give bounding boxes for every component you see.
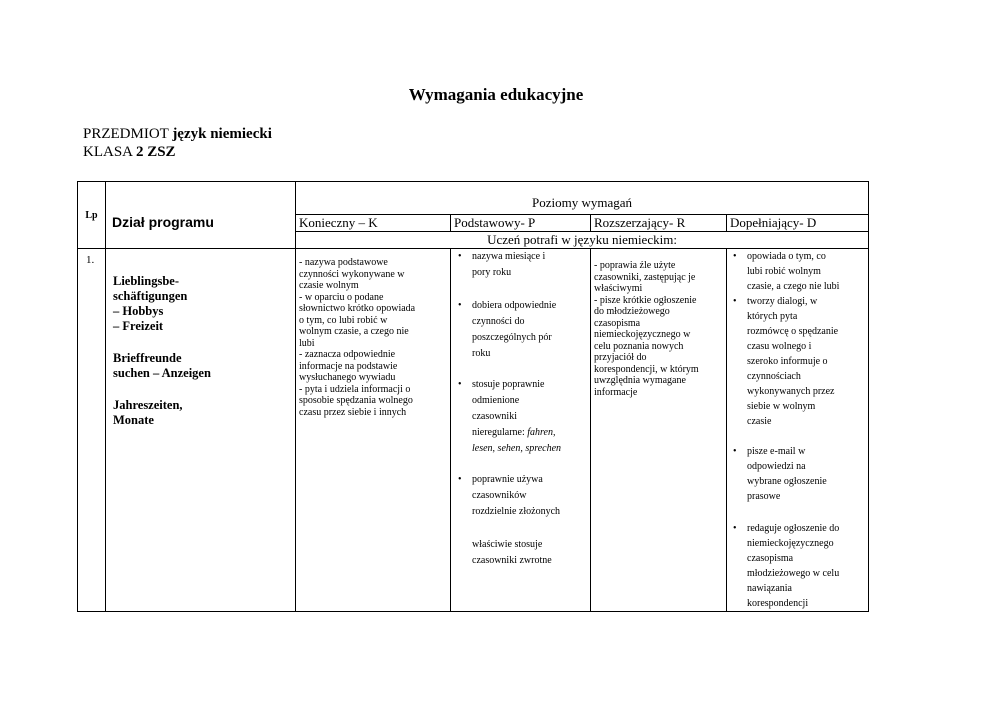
d-line: prasowe xyxy=(747,491,781,502)
d-list xyxy=(729,249,865,611)
section-text: Jahreszeiten, xyxy=(113,398,183,412)
level-k-header: Konieczny – K xyxy=(296,215,451,232)
d-line: niemieckojęzycznego xyxy=(747,538,834,549)
level-r-header: Rozszerzający- R xyxy=(591,215,727,232)
p-line: odmienione xyxy=(472,395,520,406)
lp-header: Lp xyxy=(78,182,106,249)
d-line: czynnościach xyxy=(747,371,801,382)
r-line: czasowniki, zastępując je xyxy=(594,271,696,283)
r-line: przyjaciół do xyxy=(594,352,647,363)
p-line: czynności do xyxy=(472,316,525,327)
p-line: rozdzielnie złożonych xyxy=(472,506,561,517)
d-line: redaguje ogłoszenie do xyxy=(747,523,840,534)
level-r-cell xyxy=(591,249,727,612)
k-line: - pyta i udziela informacji o xyxy=(299,383,411,395)
d-line: opowiada o tym, co xyxy=(747,251,826,262)
section-cell xyxy=(106,249,296,612)
d-line: czasopisma xyxy=(747,553,794,564)
section-text: – Freizeit xyxy=(113,319,164,333)
k-line: czynności wykonywane w xyxy=(299,268,405,280)
subject-label: PRZEDMIOT xyxy=(83,126,169,142)
d-line: których pyta xyxy=(747,311,798,322)
d-line: czasie xyxy=(747,416,772,427)
d-line: wykonywanych przez xyxy=(747,386,835,397)
k-line: czasie wolnym xyxy=(299,280,359,291)
level-k-cell xyxy=(296,249,451,612)
level-p-header: Podstawowy- P xyxy=(451,215,591,232)
d-line: szeroko informuje o xyxy=(747,356,828,367)
p-line: czasowniki zwrotne xyxy=(472,555,552,566)
header-row-1 xyxy=(78,182,869,215)
list-item xyxy=(454,472,587,520)
levels-header: Poziomy wymagań xyxy=(296,182,869,215)
section-header: Dział programu xyxy=(106,182,296,249)
k-line: słownictwo krótko opowiada xyxy=(299,303,416,314)
level-d-cell xyxy=(727,249,869,612)
d-line: czasie, a czego nie lubi xyxy=(747,281,840,292)
d-line: tworzy dialogi, w xyxy=(747,296,818,307)
p-line-italic: fahren, xyxy=(527,427,556,438)
k-line: - w oparciu o podane xyxy=(299,291,384,303)
list-item xyxy=(454,377,587,457)
k-line: czasu przez siebie i innych xyxy=(299,406,407,418)
table-row xyxy=(78,249,869,612)
r-line: niemieckojęzycznego w xyxy=(594,329,691,340)
section-text: Monate xyxy=(113,413,154,427)
r-line: informacje xyxy=(594,386,638,398)
list-item xyxy=(729,249,865,294)
p-line: czasowników xyxy=(472,490,527,501)
p-line: nieregularne: xyxy=(472,427,528,438)
section-text: – Hobbys xyxy=(113,304,164,318)
p-line: dobiera odpowiednie xyxy=(472,300,557,311)
p-line-italic: lesen, sehen, sprechen xyxy=(472,443,562,454)
class-value: 2 ZSZ xyxy=(135,144,176,160)
level-p-cell xyxy=(451,249,591,612)
section-text: schäftigungen xyxy=(113,289,188,303)
d-line: młodzieżowego w celu xyxy=(747,568,840,579)
document-title: Wymagania edukacyjne xyxy=(408,85,584,104)
d-line: korespondencji xyxy=(747,598,809,609)
row-number: 1. xyxy=(78,249,106,612)
d-line: czasu wolnego i xyxy=(747,341,812,352)
k-line: o tym, co lubi robić w xyxy=(299,314,388,326)
p-line: stosuje poprawnie xyxy=(472,379,545,390)
level-d-header: Dopełniający- D xyxy=(727,215,869,232)
d-line: odpowiedzi na xyxy=(747,461,806,472)
k-line: informacje na podstawie xyxy=(299,360,398,372)
section-text: Lieblingsbe- xyxy=(113,274,179,288)
p-line: pory roku xyxy=(472,267,512,278)
r-line: celu poznania nowych xyxy=(594,340,684,352)
d-line: siebie w wolnym xyxy=(747,401,816,412)
r-line: do młodzieżowego xyxy=(594,306,670,317)
d-line: wybrane ogłoszenie xyxy=(747,476,827,487)
section-hobbys xyxy=(113,274,291,334)
r-line: - poprawia źle użyte xyxy=(594,260,676,271)
list-item xyxy=(454,298,587,362)
k-line: sposobie spędzania wolnego xyxy=(299,395,413,406)
k-line: wolnym czasie, a czego nie xyxy=(299,326,409,337)
p-line: czasowniki xyxy=(472,411,517,422)
list-item xyxy=(454,249,587,281)
list-item xyxy=(729,294,865,429)
d-line: nawiązania xyxy=(747,583,792,594)
p-line: poszczególnych pór xyxy=(472,332,552,343)
k-line: - nazywa podstawowe xyxy=(299,257,388,268)
p-plain-item xyxy=(454,537,587,569)
r-line: czasopisma xyxy=(594,317,641,329)
p-line: nazywa miesiące i xyxy=(472,251,546,262)
d-line: lubi robić wolnym xyxy=(747,266,821,277)
subject-value: język niemiecki xyxy=(172,126,272,142)
r-line: właściwymi xyxy=(594,283,643,294)
class-label: KLASA xyxy=(83,144,133,160)
section-jahreszeiten xyxy=(113,398,291,428)
requirements-table xyxy=(77,181,869,612)
section-text: suchen – Anzeigen xyxy=(113,366,211,380)
list-item xyxy=(729,521,865,611)
section-brieffreunde xyxy=(113,351,291,381)
p-line: poprawnie używa xyxy=(472,474,543,485)
r-line: - pisze krótkie ogłoszenie xyxy=(594,294,697,306)
student-can-header: Uczeń potrafi w języku niemieckim: xyxy=(296,232,869,249)
p-list xyxy=(454,249,587,520)
list-item xyxy=(729,444,865,504)
k-line: - zaznacza odpowiednie xyxy=(299,349,396,360)
p-line: roku xyxy=(472,348,491,359)
k-line: wysłuchanego wywiadu xyxy=(299,372,396,383)
r-line: korespondencji, w którym xyxy=(594,363,699,375)
k-line: lubi xyxy=(299,337,315,349)
section-text: Brieffreunde xyxy=(113,351,182,365)
d-line: rozmówcę o spędzanie xyxy=(747,326,839,337)
subject-line xyxy=(83,126,272,143)
d-line: pisze e-mail w xyxy=(747,446,806,457)
class-line xyxy=(83,144,176,161)
r-line: uwzględnia wymagane xyxy=(594,375,686,386)
p-line: właściwie stosuje xyxy=(472,539,543,550)
